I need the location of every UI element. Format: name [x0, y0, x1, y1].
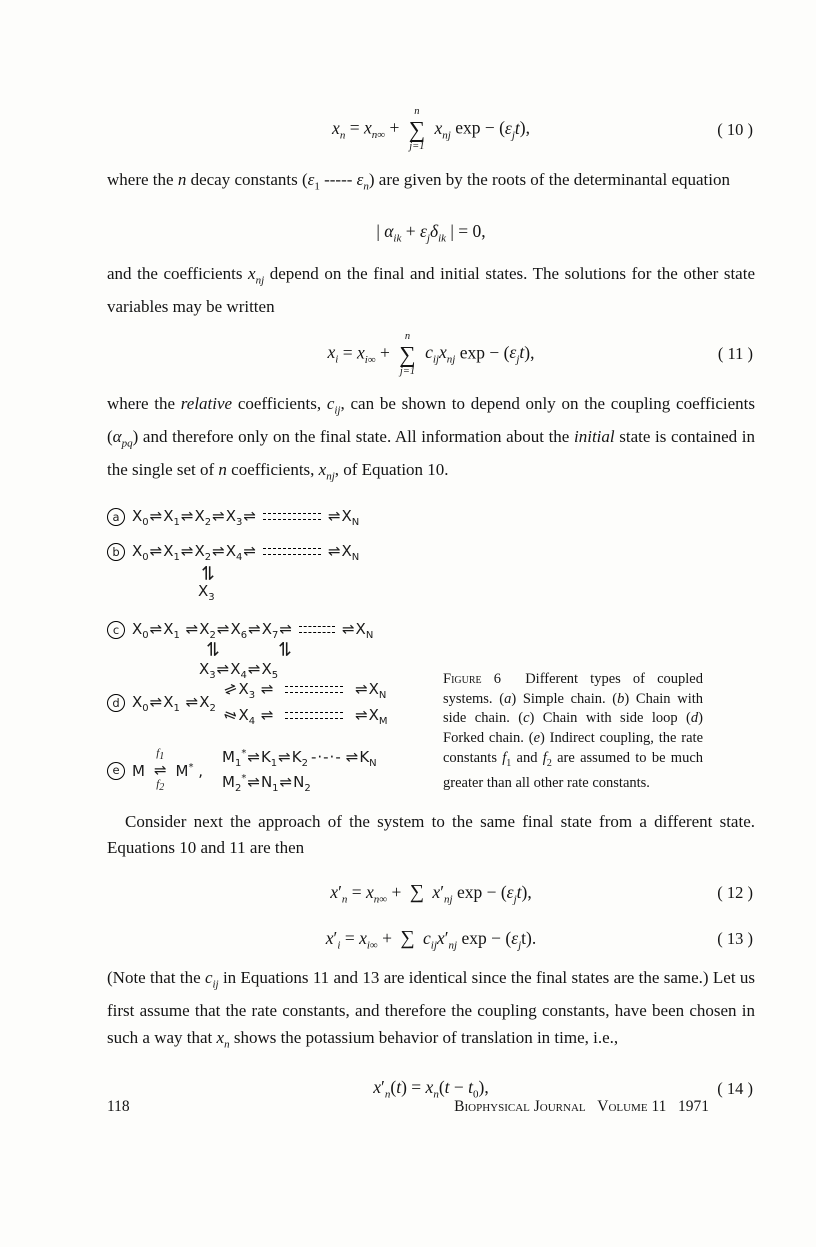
rate-f1: $f_1$ — [156, 747, 165, 763]
equation-13 — [107, 924, 755, 954]
chain-d-lower: $X_4$ ⇌ $\rightleftharpoons X_M$ — [238, 705, 388, 727]
fork-lower-branch — [220, 704, 388, 727]
fork-branches — [220, 678, 388, 727]
equation-12 — [107, 878, 755, 908]
equation-determinantal-body: | $\alpha_{ik} + \varepsilon_j\delta_{ik}$ | = 0, — [376, 221, 486, 245]
harpoon-f-icon: ⇌ — [153, 760, 167, 779]
equation-14-body: $x'_n(t) = x_n(t - t_0)$, — [373, 1076, 489, 1101]
text-column — [107, 0, 755, 1104]
chain-d-head: $X_0\rightleftharpoons X_1$ $\rightleftharpoons X_2$ — [132, 692, 216, 714]
label-d-icon: d — [107, 694, 125, 712]
equation-10-body: $x_n = x_{n\infty}$ + n ∑ j=1 $x_{nj}$ $\exp - (\varepsilon_jt)$, — [332, 106, 530, 153]
vertical-harpoon-b-icon: ⇌ — [197, 564, 220, 581]
chain-e-lower: $M_2^*\rightleftharpoons N_1\rightleftharpoons N_2$ — [222, 772, 311, 794]
chain-a: $X_0\rightleftharpoons X_1\rightleftharpoons X_2\rightleftharpoons X_3\rightleftharpoons$ $\rightleftharpoons X_N$ — [132, 506, 360, 528]
diagram-a-simple-chain — [107, 507, 359, 528]
equation-10 — [107, 106, 755, 153]
paragraph-decay-constants: where the n decay constants ($\varepsilon_1$ ----- $\varepsilon_n$) are given by the roots of the determinantal equation — [107, 170, 730, 193]
chain-c: $X_0\rightleftharpoons X_1$ $\rightleftharpoons X_2\rightleftharpoons X_6\rightleftharpoons X_7\rightleftharpoons$ $\rightleftharpoons X_N$ — [132, 619, 374, 641]
paragraph-consider-next: Consider next the approach of the system to the same final state from a different state. Equations 10 and 11 are then — [107, 811, 755, 858]
page-footer — [107, 1098, 755, 1116]
equation-12-body: $x'_n = x_{n\infty}$ + ∑ $x'_{nj}$ $\exp - (\varepsilon_jt)$, — [330, 880, 532, 906]
journal-volume-line: Biophysical Journal Volume 11 1971 — [454, 1098, 709, 1115]
species-m-star: M* , — [175, 761, 204, 780]
equation-11 — [107, 331, 755, 378]
equation-11-number: ( 11 ) — [717, 344, 753, 364]
label-c-icon: c — [107, 621, 125, 639]
diagram-c-side-loop — [107, 620, 373, 641]
equation-13-body: $x'_i = x_{i\infty}$ + ∑ $c_{ij}x'_{nj}$ $\exp - (\varepsilon_jt)$. — [325, 926, 537, 952]
chain-e-upper: $M_1^*\rightleftharpoons K_1\rightleftharpoons K_2$ -·-·- $\rightleftharpoons K_N$ — [222, 747, 377, 769]
label-e-icon: e — [107, 762, 125, 780]
fork-upper-branch — [220, 678, 388, 701]
equation-11-body: $x_i = x_{i\infty}$ + n ∑ j=1 $c_{ij}x_{nj}$ $\exp - (\varepsilon_jt)$, — [327, 330, 535, 377]
diagram-e-indirect-coupling — [107, 748, 377, 794]
figure-6 — [107, 502, 755, 802]
chain-b: $X_0\rightleftharpoons X_1\rightleftharpoons X_2\rightleftharpoons X_4\rightleftharpoons$ $\rightleftharpoons X_N$ — [132, 541, 360, 563]
diagram-d-forked-chain — [107, 680, 388, 727]
equation-10-number: ( 10 ) — [717, 119, 753, 139]
label-a-icon: a — [107, 508, 125, 526]
rate-f2: $f_2$ — [156, 777, 165, 793]
figure-6-caption: Figure 6 Different types of coupled systems. (a) Simple chain. (b) Chain with side chain. (c) Chain with side loop (d) Forked chain. (e) Indirect coupling, the rate constants $f_1$ and $f_2$ are assumed to be much greater than all other rate constants. — [443, 670, 704, 791]
label-b-icon: b — [107, 543, 125, 561]
equation-13-number: ( 13 ) — [717, 928, 753, 948]
equation-determinantal — [107, 218, 755, 248]
side-chain-x3: $X_3$ — [198, 581, 215, 603]
loop-chain-x3-x4-x5: $X_3\rightleftharpoons X_4\rightleftharpoons X_5$ — [199, 659, 279, 681]
species-m: M — [132, 761, 145, 780]
vertical-harpoon-c2-icon: ⇌ — [274, 640, 297, 657]
paragraph-coefficients: and the coefficients $x_{nj}$ depend on the final and initial states. The solutions for the other state variables may be written — [107, 264, 755, 317]
page-number: 118 — [107, 1098, 130, 1115]
fork-up-harpoon-icon: ⇌ — [220, 678, 240, 700]
chain-d-upper: $X_3$ ⇌ $\rightleftharpoons X_N$ — [238, 679, 387, 701]
equation-14-number: ( 14 ) — [717, 1078, 753, 1098]
indirect-coupling-chains — [222, 748, 377, 794]
fork-down-harpoon-icon: ⇌ — [220, 704, 240, 726]
rate-constant-harpoon — [154, 748, 167, 793]
paragraph-relative-coefficients: where the relative coefficients, $c_{ij}$, can be shown to depend only on the coupling coefficients $(\alpha_{pq})$ and therefore only on the final state. All information about the initial state is contained in the single set of n coefficients, $x_{nj}$, of Equation 10. — [107, 393, 756, 483]
equation-12-number: ( 12 ) — [717, 882, 753, 902]
paragraph-note-cij: (Note that the $c_{ij}$ in Equations 11 and 13 are identical since the final states are the same.) Let us first assume that the rate constants, and therefore the coupling constants, have been chosen in such a way that $x_n$ shows the potassium behavior of translation in time, i.e., — [107, 967, 755, 1050]
diagram-b-side-chain — [107, 542, 359, 563]
vertical-harpoon-c1-icon: ⇌ — [202, 640, 225, 657]
